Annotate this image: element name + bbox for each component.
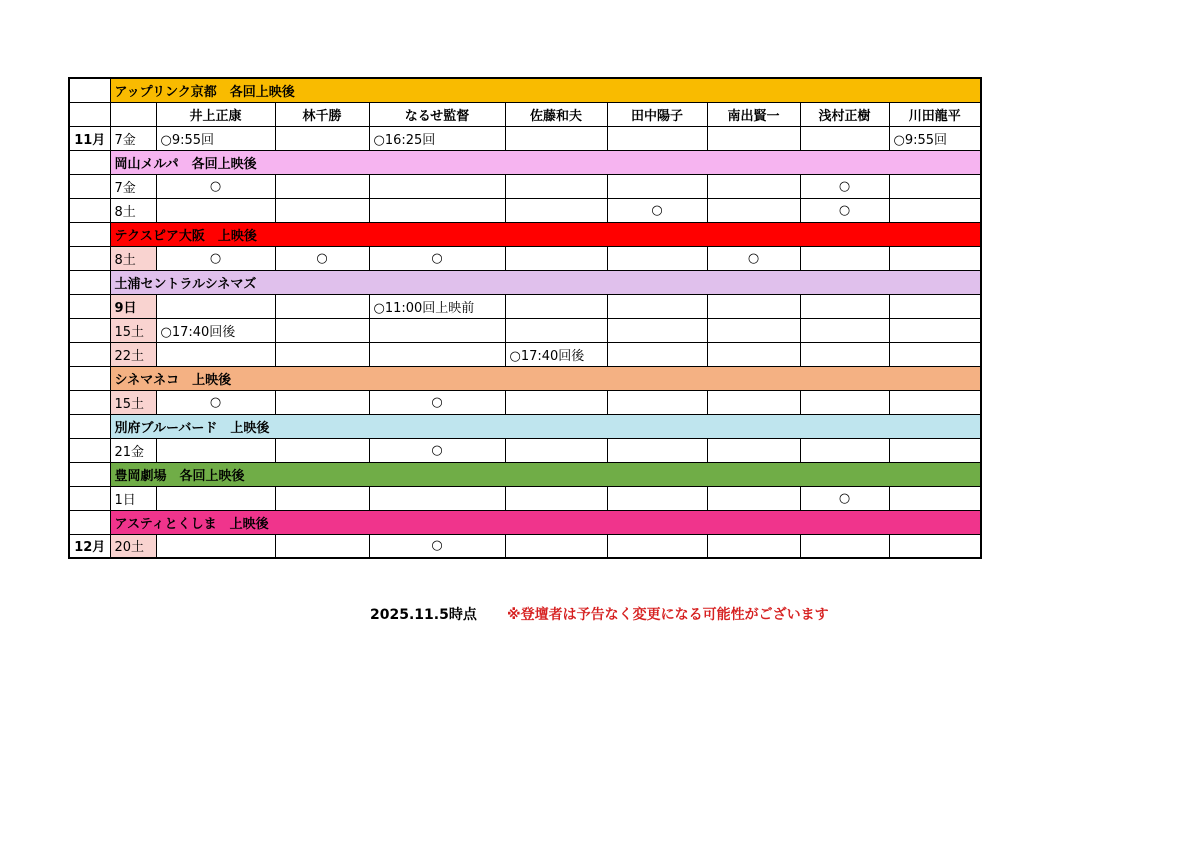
director-name: 林千勝 <box>275 102 369 126</box>
appearance-cell: ○ <box>275 246 369 270</box>
month-cell <box>69 390 110 414</box>
appearance-cell <box>800 390 889 414</box>
as-of-date: 2025.11.5時点 <box>370 607 477 623</box>
month-cell <box>69 486 110 510</box>
appearance-cell <box>369 318 505 342</box>
schedule-row <box>69 174 981 198</box>
appearance-cell <box>275 174 369 198</box>
appearance-cell <box>607 438 707 462</box>
appearance-cell <box>156 294 275 318</box>
month-cell <box>69 438 110 462</box>
date-cell: 20土 <box>110 534 156 558</box>
appearance-cell: ○ <box>800 198 889 222</box>
month-cell <box>69 198 110 222</box>
director-name: 佐藤和夫 <box>505 102 607 126</box>
venue-row <box>69 270 981 294</box>
appearance-cell <box>156 534 275 558</box>
appearance-cell: ○ <box>800 486 889 510</box>
month-cell <box>69 270 110 294</box>
venue-name: テクスピア大阪 上映後 <box>110 222 981 246</box>
appearance-cell <box>505 174 607 198</box>
venue-name: アップリンク京都 各回上映後 <box>110 78 981 102</box>
venue-row <box>69 78 981 102</box>
venue-name: 別府ブルーバード 上映後 <box>110 414 981 438</box>
appearance-cell <box>889 198 981 222</box>
appearance-cell <box>607 534 707 558</box>
appearance-cell <box>275 198 369 222</box>
venue-row <box>69 414 981 438</box>
appearance-cell <box>707 318 800 342</box>
appearance-cell <box>505 534 607 558</box>
schedule-row <box>69 438 981 462</box>
date-cell: 8土 <box>110 198 156 222</box>
appearance-cell: ○ <box>369 534 505 558</box>
schedule-row <box>69 486 981 510</box>
month-cell <box>69 102 110 126</box>
appearance-cell: ○ <box>800 174 889 198</box>
schedule-row <box>69 198 981 222</box>
schedule-row <box>69 294 981 318</box>
appearance-cell <box>707 390 800 414</box>
appearance-cell <box>505 486 607 510</box>
appearance-cell <box>607 486 707 510</box>
date-cell: 1日 <box>110 486 156 510</box>
appearance-cell <box>707 486 800 510</box>
appearance-cell <box>505 246 607 270</box>
appearance-cell: ○ <box>607 198 707 222</box>
schedule-row <box>69 246 981 270</box>
venue-row <box>69 462 981 486</box>
appearance-cell: ○ <box>156 174 275 198</box>
appearance-cell <box>707 174 800 198</box>
date-cell: 8土 <box>110 246 156 270</box>
director-name: 井上正康 <box>156 102 275 126</box>
date-cell: 15土 <box>110 390 156 414</box>
appearance-cell <box>607 126 707 150</box>
appearance-cell <box>369 342 505 366</box>
venue-name: 岡山メルパ 各回上映後 <box>110 150 981 174</box>
venue-row <box>69 222 981 246</box>
venue-name: 土浦セントラルシネマズ <box>110 270 981 294</box>
date-cell: 7金 <box>110 174 156 198</box>
appearance-cell <box>505 198 607 222</box>
appearance-cell <box>707 342 800 366</box>
appearance-cell <box>607 318 707 342</box>
venue-name: 豊岡劇場 各回上映後 <box>110 462 981 486</box>
appearance-cell <box>800 294 889 318</box>
appearance-cell <box>889 486 981 510</box>
appearance-cell: ○ <box>369 246 505 270</box>
appearance-cell: ○ <box>156 390 275 414</box>
appearance-cell: ○ <box>369 438 505 462</box>
schedule-row <box>69 390 981 414</box>
month-cell <box>69 510 110 534</box>
appearance-cell <box>889 318 981 342</box>
appearance-cell <box>275 318 369 342</box>
appearance-cell <box>800 126 889 150</box>
month-cell <box>69 342 110 366</box>
appearance-cell <box>707 438 800 462</box>
month-cell <box>69 462 110 486</box>
venue-row <box>69 366 981 390</box>
director-name: 田中陽子 <box>607 102 707 126</box>
month-cell <box>69 222 110 246</box>
schedule-row <box>69 318 981 342</box>
appearance-cell <box>889 342 981 366</box>
appearance-cell <box>800 246 889 270</box>
date-cell: 9日 <box>110 294 156 318</box>
appearance-cell <box>889 438 981 462</box>
venue-row <box>69 510 981 534</box>
appearance-cell <box>156 198 275 222</box>
schedule-row <box>69 342 981 366</box>
appearance-cell <box>275 126 369 150</box>
appearance-cell <box>156 486 275 510</box>
appearance-cell: ○11:00回上映前 <box>369 294 505 318</box>
appearance-cell: ○ <box>369 390 505 414</box>
appearance-cell <box>800 318 889 342</box>
appearance-cell <box>275 342 369 366</box>
appearance-cell <box>369 486 505 510</box>
appearance-cell <box>607 294 707 318</box>
appearance-cell <box>889 246 981 270</box>
appearance-cell <box>275 390 369 414</box>
appearance-cell <box>800 534 889 558</box>
month-cell <box>69 318 110 342</box>
appearance-cell: ○17:40回後 <box>156 318 275 342</box>
month-cell: 12月 <box>69 534 110 558</box>
appearance-cell <box>156 342 275 366</box>
schedule-table <box>68 77 982 559</box>
appearance-cell <box>889 294 981 318</box>
schedule-row <box>69 534 981 558</box>
appearance-cell <box>800 342 889 366</box>
appearance-cell <box>505 126 607 150</box>
appearance-cell: ○ <box>156 246 275 270</box>
appearance-cell <box>889 174 981 198</box>
appearance-cell <box>275 438 369 462</box>
date-header-cell <box>110 102 156 126</box>
appearance-cell: ○9:55回 <box>156 126 275 150</box>
appearance-cell <box>156 438 275 462</box>
month-cell <box>69 78 110 102</box>
schedule-row <box>69 126 981 150</box>
month-cell <box>69 174 110 198</box>
date-cell: 21金 <box>110 438 156 462</box>
appearance-cell <box>889 390 981 414</box>
director-name: 浅村正樹 <box>800 102 889 126</box>
appearance-cell <box>889 534 981 558</box>
appearance-cell <box>707 126 800 150</box>
appearance-cell <box>505 438 607 462</box>
date-cell: 22土 <box>110 342 156 366</box>
appearance-cell <box>369 198 505 222</box>
appearance-cell <box>275 486 369 510</box>
month-cell: 11月 <box>69 126 110 150</box>
director-header-row <box>69 102 981 126</box>
appearance-cell: ○17:40回後 <box>505 342 607 366</box>
director-name: なるせ監督 <box>369 102 505 126</box>
director-name: 南出賢一 <box>707 102 800 126</box>
appearance-cell <box>707 198 800 222</box>
appearance-cell <box>800 438 889 462</box>
appearance-cell <box>707 294 800 318</box>
venue-name: アスティとくしま 上映後 <box>110 510 981 534</box>
appearance-cell <box>369 174 505 198</box>
appearance-cell <box>505 318 607 342</box>
appearance-cell <box>275 294 369 318</box>
month-cell <box>69 294 110 318</box>
appearance-cell: ○ <box>707 246 800 270</box>
appearance-cell: ○9:55回 <box>889 126 981 150</box>
month-cell <box>69 246 110 270</box>
change-notice: ※登壇者は予告なく変更になる可能性がございます <box>507 607 829 623</box>
appearance-cell <box>707 534 800 558</box>
venue-name: シネマネコ 上映後 <box>110 366 981 390</box>
appearance-cell <box>505 390 607 414</box>
venue-row <box>69 150 981 174</box>
appearance-cell <box>607 390 707 414</box>
month-cell <box>69 414 110 438</box>
month-cell <box>69 366 110 390</box>
appearance-cell <box>505 294 607 318</box>
date-cell: 7金 <box>110 126 156 150</box>
director-name: 川田龍平 <box>889 102 981 126</box>
appearance-cell: ○16:25回 <box>369 126 505 150</box>
appearance-cell <box>607 174 707 198</box>
date-cell: 15土 <box>110 318 156 342</box>
appearance-cell <box>607 342 707 366</box>
appearance-cell <box>275 534 369 558</box>
appearance-cell <box>607 246 707 270</box>
month-cell <box>69 150 110 174</box>
